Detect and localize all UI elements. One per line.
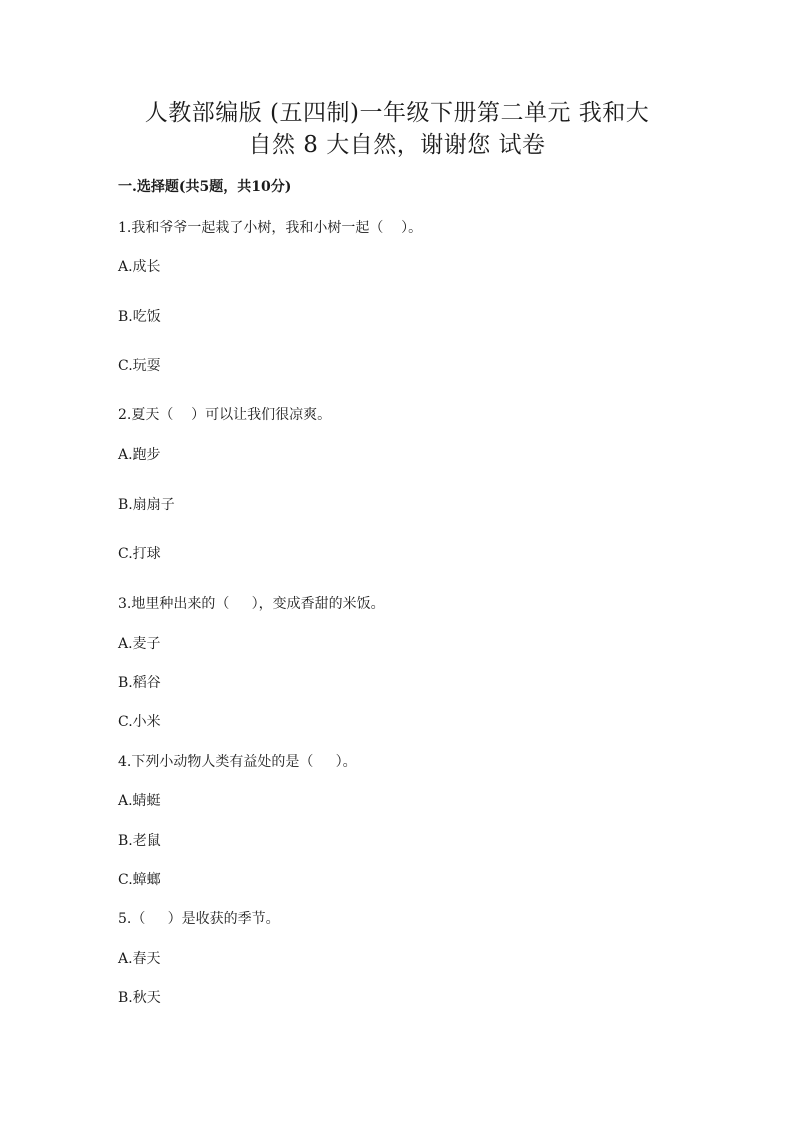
section-heading: 一.选择题(共5题，共10分)	[118, 179, 292, 195]
answer-option: A.麦子	[118, 636, 161, 652]
answer-option: B.秋天	[118, 990, 161, 1006]
question-stem: 4.下列小动物人类有益处的是（ ）。	[118, 754, 357, 770]
answer-option: C.蟑螂	[118, 872, 161, 888]
question-stem: 2.夏天（ ）可以让我们很凉爽。	[118, 407, 332, 423]
answer-option: B.扇扇子	[118, 497, 175, 513]
answer-option: C.小米	[118, 714, 161, 730]
question-stem: 3.地里种出来的（ ），变成香甜的米饭。	[118, 596, 385, 612]
question-stem: 5.（ ）是收获的季节。	[118, 911, 280, 927]
answer-option: C.玩耍	[118, 358, 161, 374]
answer-option: B.吃饭	[118, 309, 161, 325]
answer-option: A.蜻蜓	[118, 793, 161, 809]
question-stem: 1.我和爷爷一起栽了小树，我和小树一起（ ）。	[118, 220, 423, 236]
page-title-line-1: 人教部编版 (五四制)一年级下册第二单元 我和大	[144, 100, 650, 126]
answer-option: A.春天	[118, 951, 161, 967]
answer-option: A.成长	[118, 259, 161, 275]
answer-option: B.老鼠	[118, 833, 161, 849]
page-title-line-2: 自然 8 大自然，谢谢您 试卷	[248, 132, 546, 158]
answer-option: B.稻谷	[118, 675, 161, 691]
answer-option: C.打球	[118, 546, 161, 562]
answer-option: A.跑步	[118, 447, 161, 463]
